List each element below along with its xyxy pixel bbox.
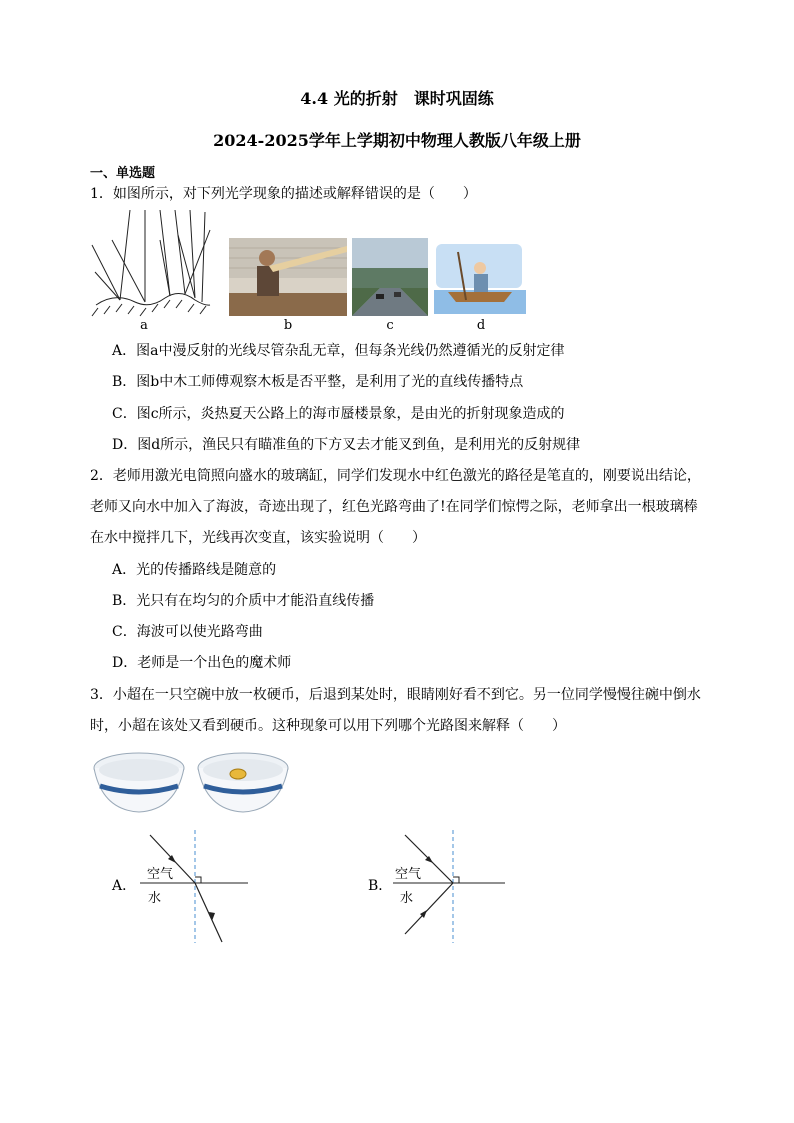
diagram-a-letter: A．: [112, 878, 137, 894]
diagram-a-water-label: 水: [148, 891, 162, 906]
question-2-stem-line2: 老师又向水中加入了海波，奇迹出现了，红色光路弯曲了!在同学们惊愕之际，老师拿出一根玻璃棒: [90, 499, 698, 515]
q2-option-c: C．海波可以使光路弯曲: [112, 624, 263, 640]
q2-option-d: D．老师是一个出色的魔术师: [112, 655, 292, 671]
figure-label-c: c: [386, 318, 394, 333]
diffuse-reflection-figure: [90, 210, 215, 320]
road-mirage-photo: [352, 238, 428, 316]
fisherman-cartoon: [432, 238, 528, 316]
figure-label-d: d: [476, 318, 486, 333]
question-3-stem-line1: 3．小超在一只空碗中放一枚硬币，后退到某处时，眼睛刚好看不到它。另一位同学慢慢往碗中倒水: [90, 687, 701, 703]
q1-option-b: B．图b中木工师傅观察木板是否平整，是利用了光的直线传播特点: [112, 374, 524, 390]
diagram-a-air-label: 空气: [147, 867, 174, 882]
bowls-coin-photo: [90, 748, 290, 814]
diagram-b-water-label: 水: [400, 891, 414, 906]
diagram-b-air-label: 空气: [395, 867, 422, 882]
question-1-stem: 1．如图所示，对下列光学现象的描述或解释错误的是（ ）: [90, 186, 477, 202]
section-heading: 一、单选题: [90, 166, 156, 181]
q2-option-a: A．光的传播路线是随意的: [112, 562, 277, 578]
q2-option-b: B．光只有在均匀的介质中才能沿直线传播: [112, 593, 375, 609]
worksheet-subtitle: 2024-2025学年上学期初中物理人教版八年级上册: [213, 131, 581, 150]
question-3-stem-line2: 时，小超在该处又看到硬币。这种现象可以用下列哪个光路图来解释（ ）: [90, 718, 566, 734]
worksheet-title: 4.4 光的折射 课时巩固练: [300, 89, 494, 108]
q1-option-a: A．图a中漫反射的光线尽管杂乱无章，但每条光线仍然遵循光的反射定律: [112, 343, 565, 359]
figure-label-a: a: [140, 318, 148, 333]
carpenter-photo: [229, 238, 347, 316]
question-2-stem-line3: 在水中搅拌几下，光线再次变直，该实验说明（ ）: [90, 530, 426, 546]
figure-label-b: b: [283, 318, 293, 333]
q1-option-d: D．图d所示，渔民只有瞄准鱼的下方叉去才能叉到鱼，是利用光的反射规律: [112, 437, 581, 453]
diagram-b-letter: B．: [368, 878, 393, 894]
q1-option-c: C．图c所示，炎热夏天公路上的海市蜃楼景象，是由光的折射现象造成的: [112, 406, 565, 422]
question-2-stem-line1: 2．老师用激光电筒照向盛水的玻璃缸，同学们发现水中红色激光的路径是笔直的，刚要说出结论，: [90, 468, 701, 484]
